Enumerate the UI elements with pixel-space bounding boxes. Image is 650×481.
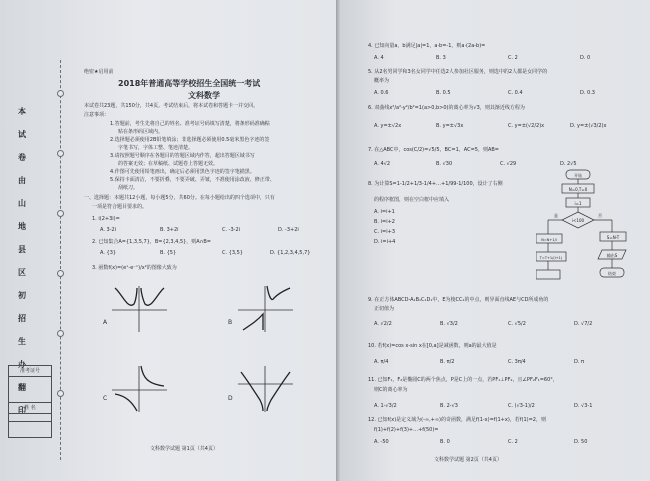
flow-i-init: i=1	[574, 201, 582, 206]
q6-option-c: C. y=±(√2/2)x	[508, 123, 545, 129]
q7-option-d: D. 2√5	[560, 161, 577, 167]
flow-end: 结束	[608, 271, 616, 276]
q8-stem-cont: 的程序框图，则在空白框中应填入	[374, 197, 450, 203]
vertical-notice-char: 山	[18, 199, 26, 208]
name-box	[8, 402, 52, 438]
q3-graph-b	[238, 284, 293, 332]
q8-flowchart	[536, 168, 646, 294]
section1-heading: 一、选择题：本题共12小题，每小题5分，共60分。在每小题给出的四个选项中，只有	[84, 195, 275, 201]
q12-option-c: C. 2	[508, 439, 518, 445]
q2-option-d: D. {1,2,3,4,5,7}	[270, 250, 311, 256]
q8-option-d: D. i=i+4	[374, 239, 396, 245]
flow-s-calc: S=N-T	[606, 235, 620, 240]
q9-stem: 9. 在正方体ABCD-A₁B₁C₁D₁中，E为棱CC₁的中点，则异面直线AE与CD所成角的	[368, 297, 549, 303]
q5-stem-cont: 概率为	[374, 78, 390, 84]
q6-option-a: A. y=±√2x	[374, 123, 402, 129]
q11-option-c: C. (√3-1)/2	[508, 403, 535, 409]
q12-option-d: D. 50	[574, 439, 588, 445]
binding-hole	[57, 390, 64, 397]
q11-stem: 11. 已知F₁，F₂是椭圆C的两个焦点，P是C上的一点，若PF₁⊥PF₂，且∠PF₂F₁=60°，	[368, 377, 558, 383]
q6-option-b: B. y=±√3x	[436, 123, 464, 129]
vertical-notice-char: 办	[18, 360, 26, 369]
q1-option-c: C. -3-2i	[222, 227, 241, 233]
graph-label-c: C	[103, 395, 108, 402]
q12-stem-cont: f(1)+f(2)+f(3)+…+f(50)=	[374, 427, 439, 433]
vertical-notice-char: 卷	[18, 153, 26, 162]
name-label: 姓 名	[9, 403, 51, 414]
q10-option-b: B. π/2	[440, 359, 455, 365]
flow-condition: i<100	[571, 218, 585, 223]
vertical-notice-char: 试	[18, 130, 26, 139]
q1-option-d: D. -3+2i	[278, 227, 299, 233]
exam-title: 2018年普通高等学校招生全国统一考试	[118, 79, 261, 88]
q9-option-d: D. √7/2	[574, 321, 593, 327]
q10-option-d: D. π	[574, 359, 585, 365]
q3-stem: 3. 函数f(x)=(eˣ-e⁻ˣ)/x²的图像大致为	[92, 265, 177, 271]
left-footer: 文科数学试题 第1页（共4页）	[150, 446, 218, 452]
intro-text: 本试卷共23题，共150分，共4页。考试结束后，将本试卷和答题卡一并交回。	[84, 103, 259, 109]
q8-stem: 8. 为计算S=1-1/2+1/3-1/4+…+1/99-1/100，设计了右侧	[368, 181, 503, 187]
q6-stem: 6. 双曲线x²/a²-y²/b²=1(a>0,b>0)的离心率为√3，则其渐近线方程为	[368, 105, 525, 111]
q1-option-b: B. 3+2i	[160, 227, 179, 233]
secret-mark: 绝密★启用前	[84, 69, 114, 75]
q8-option-a: A. i=i+1	[374, 209, 395, 215]
q2-option-b: B. {5}	[160, 250, 177, 256]
q4-option-c: C. 2	[508, 55, 518, 61]
note-line: 5.保持卡面清洁，不要折叠，不要弄破、弄皱，不准使用涂改液、修正带、	[110, 177, 275, 183]
binding-hole	[57, 270, 64, 277]
vertical-notice-char: 地	[18, 222, 26, 231]
vertical-notice-char: 招	[18, 314, 26, 323]
q3-graph-a	[112, 284, 167, 332]
q2-option-c: C. {3,5}	[222, 250, 243, 256]
exam-number-label: 准考证号	[9, 366, 51, 377]
flow-init: N=0,T=0	[568, 187, 588, 192]
q1-option-a: A. 3-2i	[100, 227, 117, 233]
exam-page-right	[340, 0, 650, 481]
note-line: 的答案无效；在草稿纸、试题卷上答题无效。	[118, 161, 219, 167]
q5-option-b: B. 0.5	[436, 90, 451, 96]
flow-no: 否	[598, 213, 602, 218]
vertical-notice-char: 由	[18, 176, 26, 185]
flow-n-update: N=N+1/i	[541, 238, 557, 242]
q3-graph-d	[238, 364, 293, 412]
notes-label: 注意事项：	[84, 112, 110, 118]
q9-stem-cont: 正切值为	[374, 306, 395, 312]
vertical-notice-char: 区	[18, 268, 26, 277]
q4-stem: 4. 已知向量a，b满足|a|=1，a·b=-1，则a·(2a-b)=	[368, 43, 486, 49]
vertical-notice-char: 县	[18, 245, 26, 254]
q10-stem: 10. 若f(x)=cos x-sin x在[0,a]是减函数，则a的最大值是	[368, 343, 497, 349]
graph-label-a: A	[103, 319, 108, 326]
q7-option-b: B. √30	[436, 161, 453, 167]
binding-line	[60, 60, 61, 460]
vertical-notice-char: 生	[18, 337, 26, 346]
q5-stem: 5. 从2名男同学和3名女同学中任选2人参加社区服务，则选中的2人都是女同学的	[368, 69, 548, 75]
vertical-notice-char: 初	[18, 291, 26, 300]
q6-option-d: D. y=±(√3/2)x	[570, 123, 607, 129]
q11-option-a: A. 1-√3/2	[374, 403, 397, 409]
note-line: 贴在条形码区域内。	[118, 129, 164, 135]
q2-option-a: A. {3}	[100, 250, 117, 256]
q7-option-c: C. √29	[500, 161, 517, 167]
q11-option-b: B. 2-√3	[440, 403, 458, 409]
exam-subtitle: 文科数学	[188, 91, 220, 100]
q10-option-a: A. π/4	[374, 359, 389, 365]
binding-hole	[57, 90, 64, 97]
note-line: 刮纸刀。	[118, 185, 139, 191]
q2-stem: 2. 已知集合A={1,3,5,7}，B={2,3,4,5}，则A∩B=	[92, 239, 211, 245]
binding-hole	[57, 150, 64, 157]
q3-graph-c	[112, 364, 167, 412]
q9-option-b: B. √3/2	[440, 321, 458, 327]
note-line: 4.作图可先使用铅笔画出，确定后必须用黑色字迹的签字笔描黑。	[110, 169, 255, 175]
flow-t-update: T=T+1/(i+1)	[539, 256, 563, 260]
vertical-notice-char: 印	[18, 406, 26, 415]
q4-option-d: D. 0	[580, 55, 591, 61]
note-line: 1.答题前，考生先将自己的姓名、准考证号码填写清楚，将条形码准确粘	[110, 121, 270, 127]
flow-yes: 是	[554, 213, 558, 218]
graph-label-d: D	[228, 395, 233, 402]
q9-option-a: A. √2/2	[374, 321, 392, 327]
binding-hole	[57, 210, 64, 217]
q8-option-c: C. i=i+3	[374, 229, 396, 235]
q9-option-c: C. √5/2	[508, 321, 526, 327]
q5-option-d: D. 0.3	[580, 90, 595, 96]
note-line: 字笔书写，字体工整、笔迹清楚。	[118, 145, 194, 151]
flow-output: 输出S	[606, 253, 618, 258]
vertical-notice-char: 翻	[18, 383, 26, 392]
binding-hole	[57, 330, 64, 337]
section1-heading-cont: 一项是符合题目要求的。	[92, 204, 148, 210]
vertical-notice-char: 本	[18, 107, 26, 116]
q10-option-c: C. 3π/4	[508, 359, 526, 365]
q4-option-b: B. 3	[436, 55, 446, 61]
q12-option-b: B. 0	[440, 439, 450, 445]
right-footer: 文科数学试题 第2页（共4页）	[434, 457, 502, 463]
q5-option-c: C. 0.4	[508, 90, 523, 96]
q5-option-a: A. 0.6	[374, 90, 389, 96]
q7-stem: 7. 在△ABC中，cos(C/2)=√5/5，BC=1，AC=5，则AB=	[368, 147, 499, 153]
flow-start: 开始	[574, 173, 582, 178]
q8-option-b: B. i=i+2	[374, 219, 395, 225]
graph-label-b: B	[228, 319, 233, 326]
q7-option-a: A. 4√2	[374, 161, 391, 167]
q4-option-a: A. 4	[374, 55, 384, 61]
q1-stem: 1. i(2+3i)=	[92, 216, 120, 222]
q11-option-d: D. √3-1	[574, 403, 593, 409]
note-line: 2.选择题必须使用2B铅笔填涂；非选择题必须使用0.5毫米黑色字迹的签	[110, 137, 270, 143]
q12-option-a: A. -50	[374, 439, 389, 445]
q12-stem: 12. 已知f(x)是定义域为(-∞,+∞)的奇函数，满足f(1-x)=f(1+x)，若f(1)=2，则	[368, 417, 546, 423]
note-line: 3.请按照题号顺序在各题目的答题区域内作答，超出答题区域书写	[110, 153, 255, 159]
q11-stem-cont: 则C的离心率为	[374, 387, 408, 393]
